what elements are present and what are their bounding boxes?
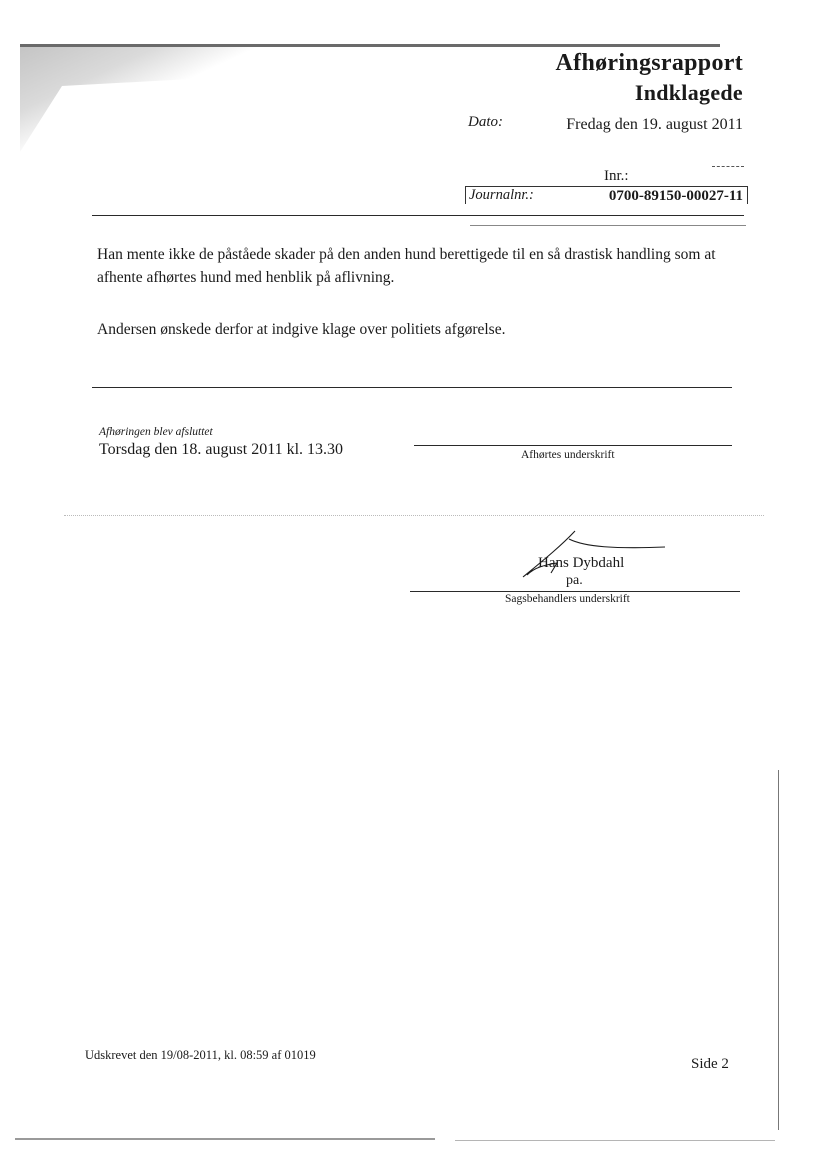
ended-label: Afhøringen blev afsluttet [99,426,213,438]
header-divider [92,215,744,216]
scan-edge-right [778,770,779,1130]
officer-name: Hans Dybdahl [538,555,625,571]
report-subtitle: Indklagede [634,80,743,105]
inr-label: Inr.: [604,168,629,184]
journal-label: Journalnr.: [469,187,534,203]
ended-value: Torsdag den 18. august 2011 kl. 13.30 [99,441,344,458]
officer-pa: pa. [566,573,583,588]
scan-noise-line [64,515,764,517]
officer-signature-label: Sagsbehandlers underskrift [505,593,630,605]
journal-number: 0700-89150-00027-11 [608,188,743,204]
witness-signature-line [414,445,732,446]
inr-value-mark [712,166,744,168]
paragraph-line-1: Han mente ikke de påståede skader på den anden hund berettigede til en så drastisk handling som at [97,246,716,263]
scan-edge-bottom [15,1138,435,1140]
body-divider [92,387,732,388]
printed-info: Udskrevet den 19/08-2011, kl. 08:59 af 01019 [85,1048,316,1062]
date-label: Dato: [468,114,503,130]
date-value: Fredag den 19. august 2011 [566,116,743,133]
witness-signature-label: Afhørtes underskrift [521,449,615,461]
scan-edge-top [20,44,720,47]
paragraph-2: Andersen ønskede derfor at indgive klage over politiets afgørelse. [97,321,506,338]
page-number: Side 2 [691,1056,729,1072]
officer-signature-line [410,591,740,592]
report-title: Afhøringsrapport [555,50,743,76]
paragraph-line-2: afhente afhørtes hund med henblik på aflivning. [97,269,395,286]
scan-edge-bottom-2 [455,1140,775,1141]
header-divider-secondary [470,225,746,226]
